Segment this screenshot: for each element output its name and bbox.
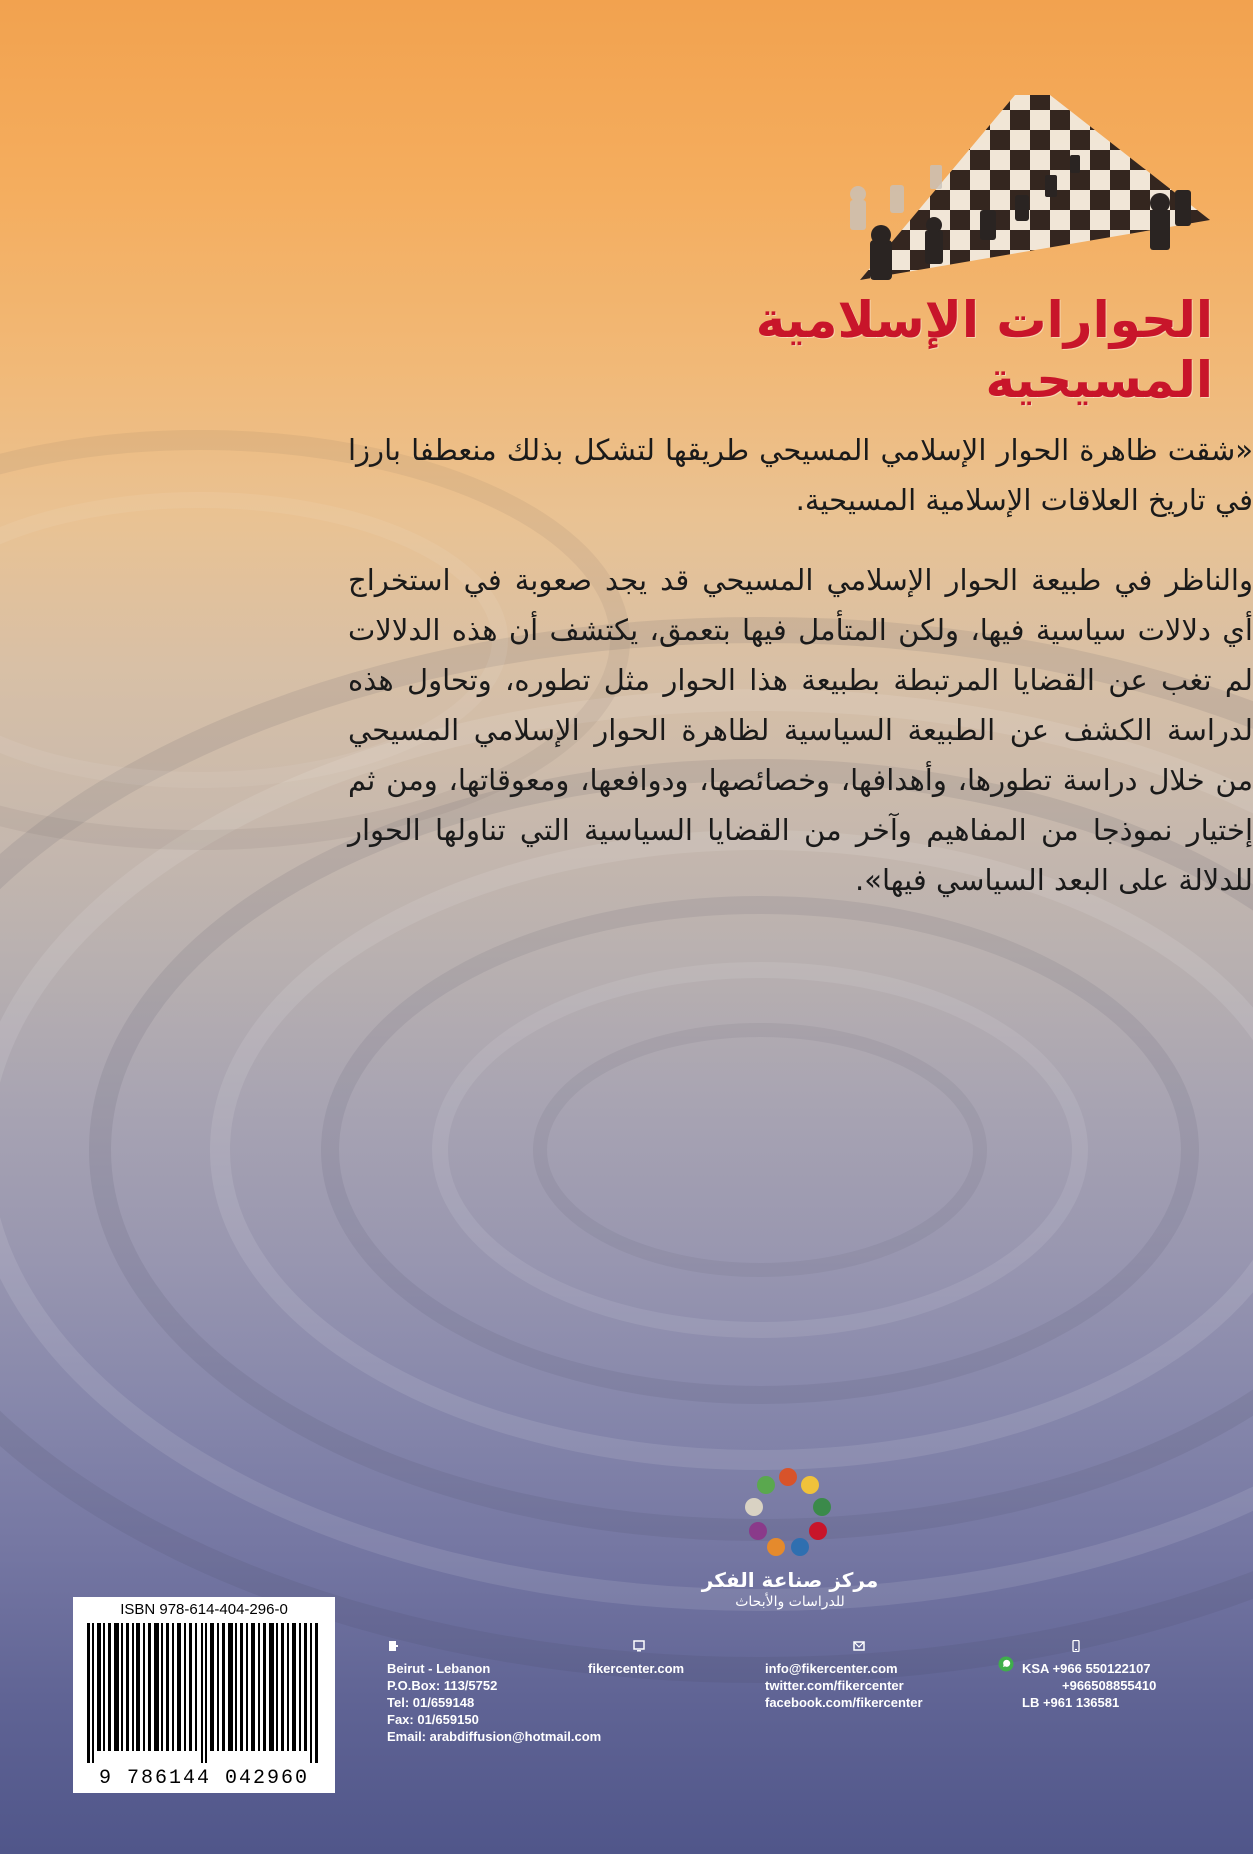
monitor-icon <box>633 1640 645 1652</box>
chessboard-illustration <box>830 90 1230 290</box>
blurb <box>348 425 1253 935</box>
phone-block <box>1000 1640 1156 1711</box>
barcode-bars <box>87 1623 321 1763</box>
website-block <box>588 1640 684 1677</box>
isbn-digits: 9 786144 042960 <box>98 1767 310 1790</box>
publisher <box>690 1568 890 1612</box>
publisher-logo-icon <box>738 1463 838 1563</box>
barcode <box>73 1597 335 1793</box>
online-block <box>765 1640 923 1711</box>
envelope-icon <box>853 1640 865 1652</box>
whatsapp-icon <box>998 1656 1014 1672</box>
address-line: Beirut - Lebanon <box>387 1661 491 1676</box>
phone-row <box>1000 1660 1156 1677</box>
address-line: Email: arabdiffusion@hotmail.com <box>387 1729 602 1744</box>
blurb-paragraph: والناظر في طبيعة الحوار الإسلامي المسيحي قد يجد صعوبة في استخراج أي دلالات سياسية فيها، ولكن المتأمل فيها بتعمق، يكتشف أن هذه الدلالات لم تغب عن القضايا المرتبطة بطبيعة هذا الحوار مثل تطوره، وتحاول هذه لدراسة الكشف عن الطبيعة السياسية لظاهرة الحوار الإسلامي المسيحي من خلال دراسة تطورها، وأهدافها، وخصائصها، ودوافعها، ومعوقاتها، ومن ثم إختيار نموذجا من المفاهيم وآخر من القضايا السياسية التي تناولها الحوار للدلالة على البعد السياسي فيها». <box>348 563 1253 897</box>
address-block <box>387 1640 601 1745</box>
isbn-label: ISBN 978-614-404-296-0 <box>120 1601 288 1618</box>
publisher-name: مركز صناعة الفكر <box>701 1568 879 1592</box>
book-title: الحوارات الإسلامية المسيحية <box>755 291 1213 409</box>
blurb-paragraph: «شقت ظاهرة الحوار الإسلامي المسيحي طريقها لتشكل بذلك منعطفا بارزا في تاريخ العلاقات الإسلامية المسيحية. <box>348 433 1253 517</box>
address-line: P.O.Box: 113/5752 <box>387 1678 498 1693</box>
publisher-subtitle: للدراسات والأبحاث <box>735 1594 845 1610</box>
twitter-link[interactable]: twitter.com/fikercenter <box>765 1678 904 1693</box>
address-line: Fax: 01/659150 <box>387 1712 479 1727</box>
phone-ksa-mobile: +966508855410 <box>1062 1678 1157 1693</box>
phone-lb: LB +961 136581 <box>1022 1695 1120 1710</box>
address-line: Tel: 01/659148 <box>387 1695 475 1710</box>
email-link[interactable]: info@fikercenter.com <box>765 1661 898 1676</box>
website-link[interactable]: fikercenter.com <box>588 1661 685 1676</box>
facebook-link[interactable]: facebook.com/fikercenter <box>765 1695 923 1710</box>
phone-ksa: KSA +966 550122107 <box>1022 1661 1151 1676</box>
mobile-phone-icon <box>1070 1640 1082 1652</box>
door-icon <box>387 1640 399 1652</box>
